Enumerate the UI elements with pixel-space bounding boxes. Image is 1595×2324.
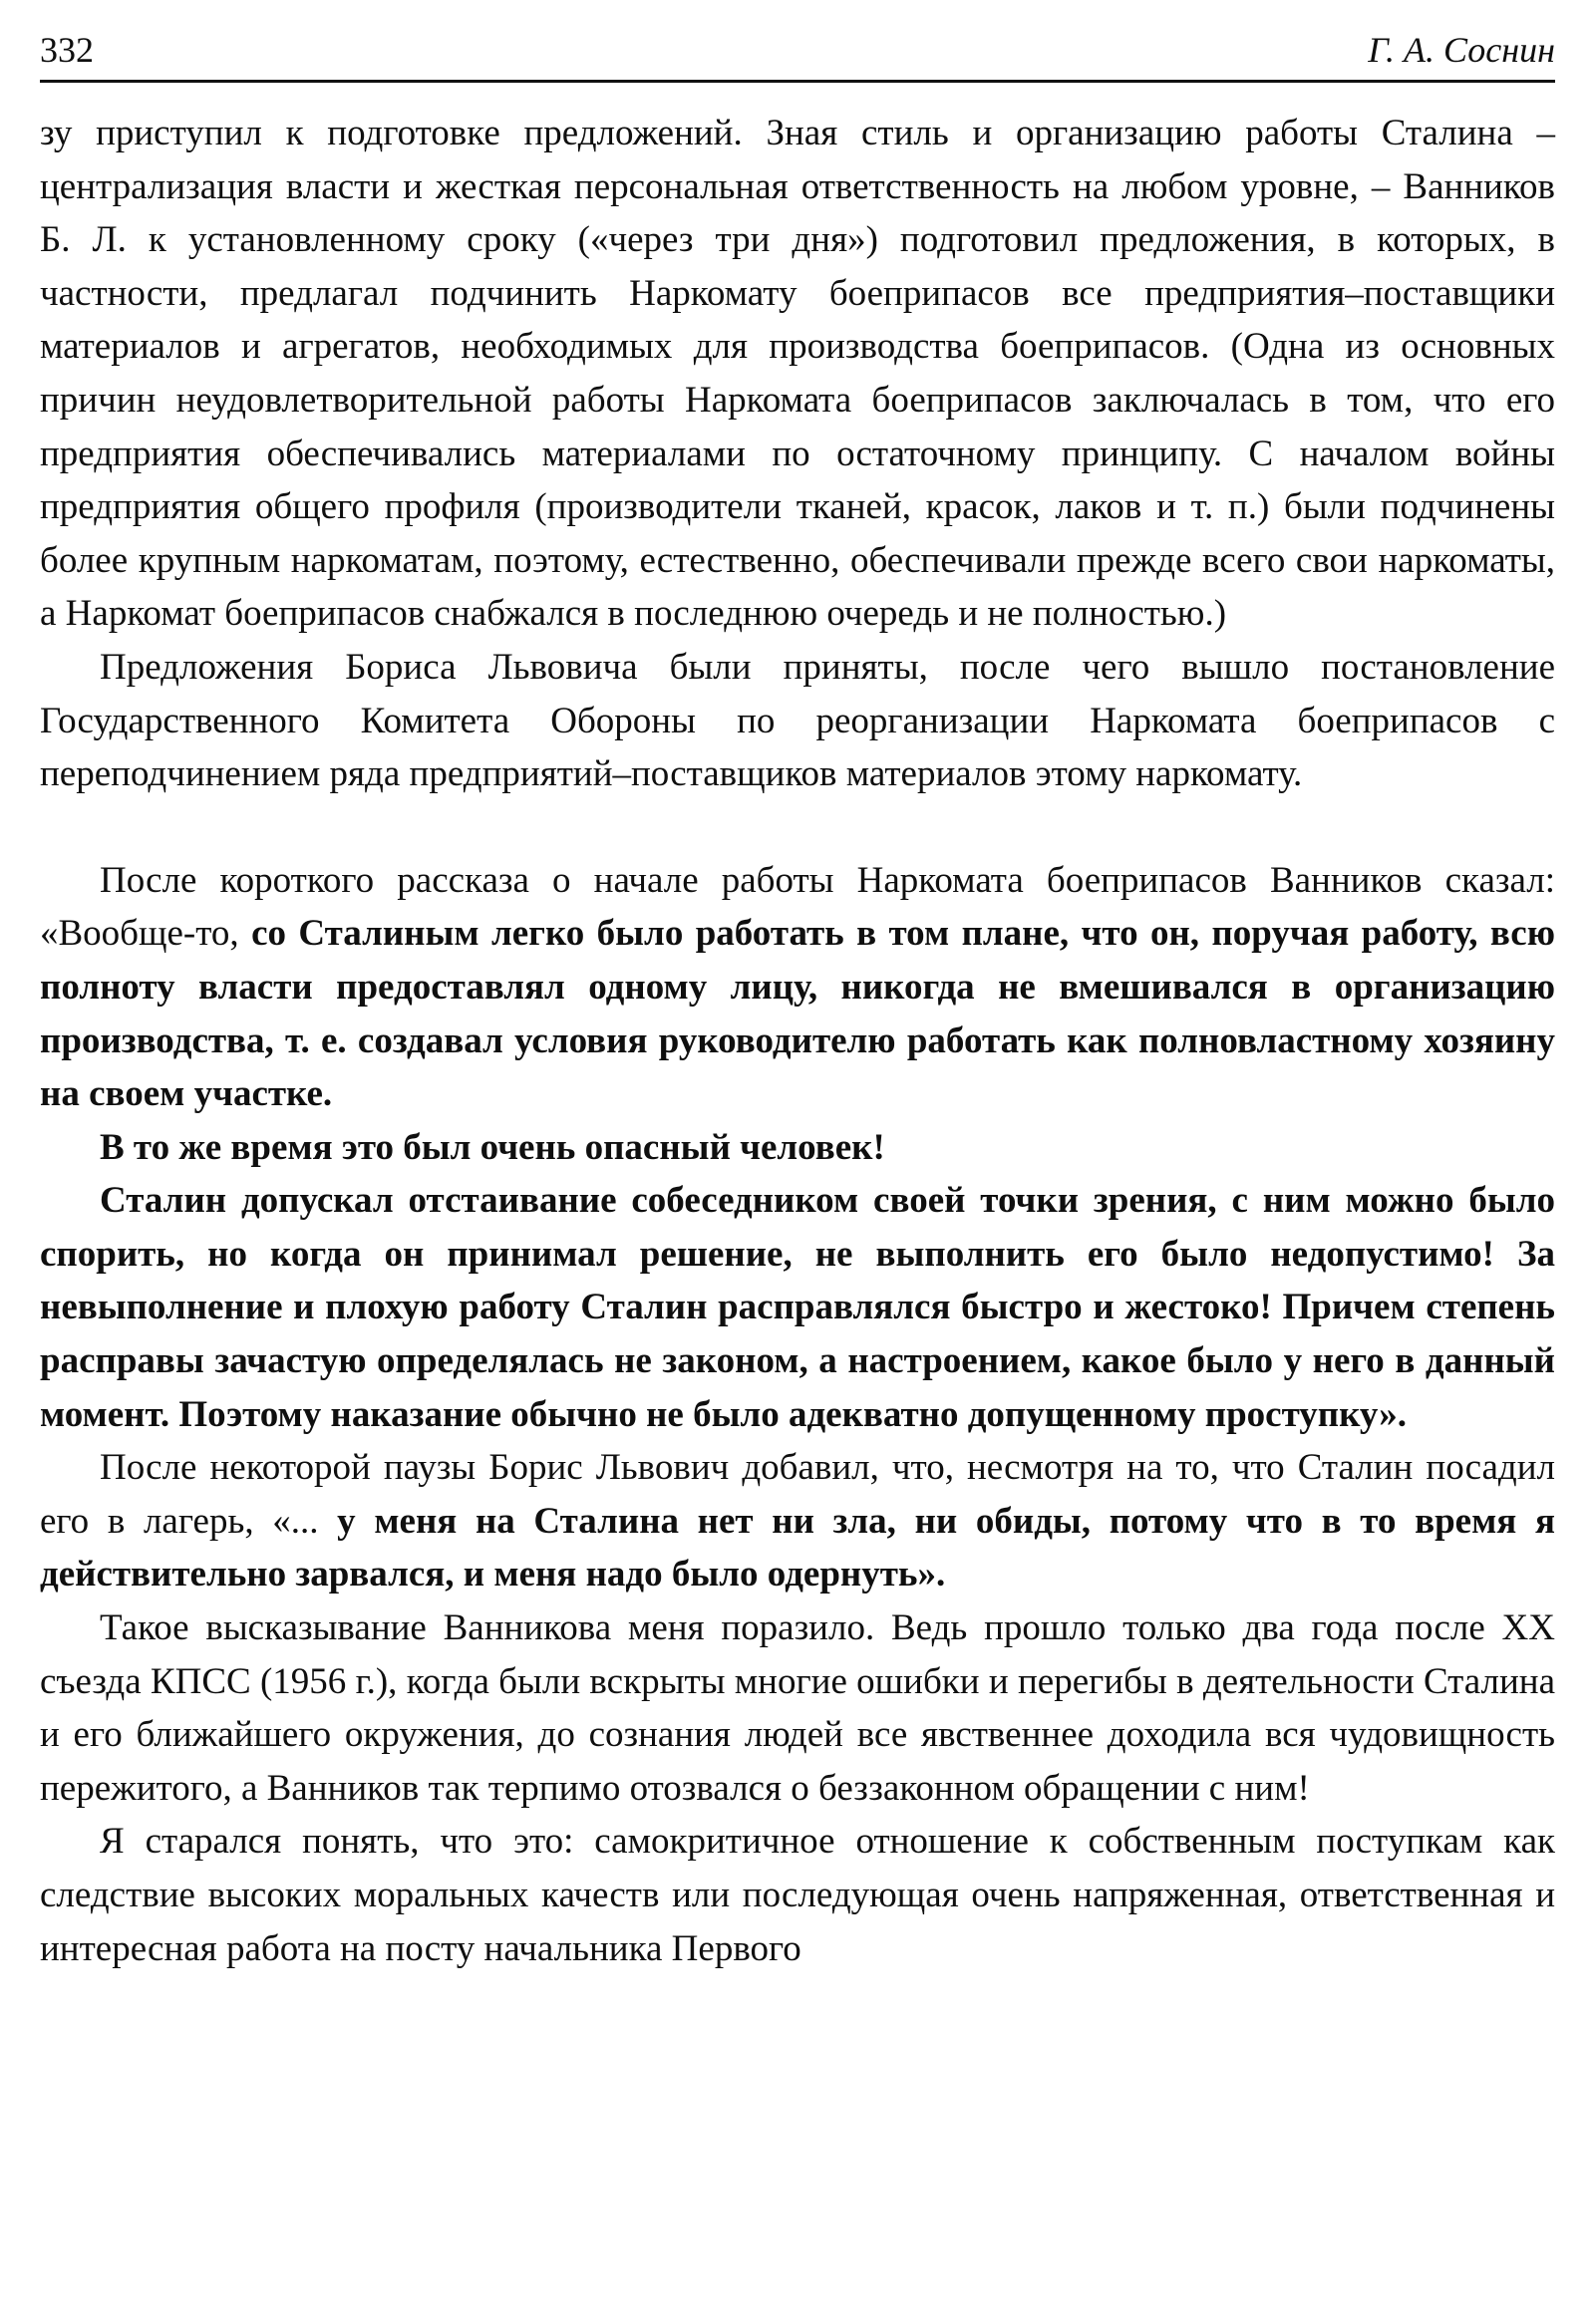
paragraph bbox=[40, 1815, 1555, 1975]
text-segment: После некоторой паузы Борис Львович добавил, что, несмотря на то, что Сталин посадил его в лагерь, «... bbox=[40, 1447, 1555, 1542]
paragraph bbox=[40, 1121, 1555, 1175]
text-segment: Такое высказывание Ванникова меня поразило. Ведь прошло только два года после XX съезда КПСС (1956 г.), когда были вскрыты многие ошибки и перегибы в деятельности Сталина и его ближайшего окружения, до сознания людей все явственнее доходила вся чудовищность пережитого, а Ванников так терпимо отозвался о беззаконном обращении с ним! bbox=[40, 1607, 1555, 1809]
text-segment: Предложения Бориса Львовича были приняты, после чего вышло постановление Государственного Комитета Обороны по реорганизации Наркомата боеприпасов с переподчинением ряда предприятий–поставщиков материалов этому наркомату. bbox=[40, 646, 1555, 795]
bold-text-segment: В то же время это был очень опасный человек! bbox=[100, 1126, 885, 1168]
paragraph bbox=[40, 1174, 1555, 1441]
body-text bbox=[40, 107, 1555, 1975]
bold-text-segment: со Сталиным легко было работать в том плане, что он, поручая работу, всю полноту власти предоставлял одному лицу, никогда не вмешивался в организацию производства, т. е. создавал условия руководителю работать как полновластному хозяину на своем участке. bbox=[40, 913, 1556, 1115]
book-page bbox=[40, 28, 1555, 1975]
bold-text-segment: Сталин допускал отстаивание собеседником своей точки зрения, с ним можно было спорить, но когда он принимал решение, не выполнить его было недопустимо! За невыполнение и плохую работу Сталин расправлялся быстро и жестоко! Причем степень расправы зачастую определялась не законом, а настроением, какое было у него в данный момент. Поэтому наказание обычно не было адекватно допущенному проступку». bbox=[40, 1180, 1555, 1435]
text-segment: После короткого рассказа о начале работы Наркомата боеприпасов Ванников сказал: «Вообще-то, bbox=[40, 859, 1555, 955]
paragraph bbox=[40, 1601, 1555, 1815]
text-segment: Я старался понять, что это: самокритичное отношение к собственным поступкам как следствие высоких моральных качеств или последующая очень напряженная, ответственная и интересная работа на посту начальника Первого bbox=[40, 1821, 1555, 1969]
page-number: 332 bbox=[40, 30, 94, 70]
paragraph bbox=[40, 1441, 1555, 1601]
bold-text-segment: у меня на Сталина нет ни зла, ни обиды, потому что в то время я действительно зарвался, и меня надо было одернуть». bbox=[40, 1500, 1555, 1596]
paragraph bbox=[40, 641, 1555, 801]
text-segment: зу приступил к подготовке предложений. Зная стиль и организацию работы Сталина – централизация власти и жесткая персональная ответственность на любом уровне, – Ванников Б. Л. к установленному сроку («через три дня») подготовил предложения, в которых, в частности, предлагал подчинить Наркомату боеприпасов все предприятия–поставщики материалов и агрегатов, необходимых для производства боеприпасов. (Одна из основных причин неудовлетворительной работы Наркомата боеприпасов заключалась в том, что его предприятия обеспечивались материалами по остаточному принципу. С началом войны предприятия общего профиля (производители тканей, красок, лаков и т. п.) были подчинены более крупным наркоматам, поэтому, естественно, обеспечивали прежде всего свои наркоматы, а Наркомат боеприпасов снабжался в последнюю очередь и не полностью.) bbox=[40, 113, 1555, 635]
paragraph bbox=[40, 107, 1555, 641]
paragraph bbox=[40, 854, 1555, 1121]
page-header bbox=[40, 28, 1555, 83]
running-head-author: Г. А. Соснин bbox=[1368, 30, 1555, 70]
